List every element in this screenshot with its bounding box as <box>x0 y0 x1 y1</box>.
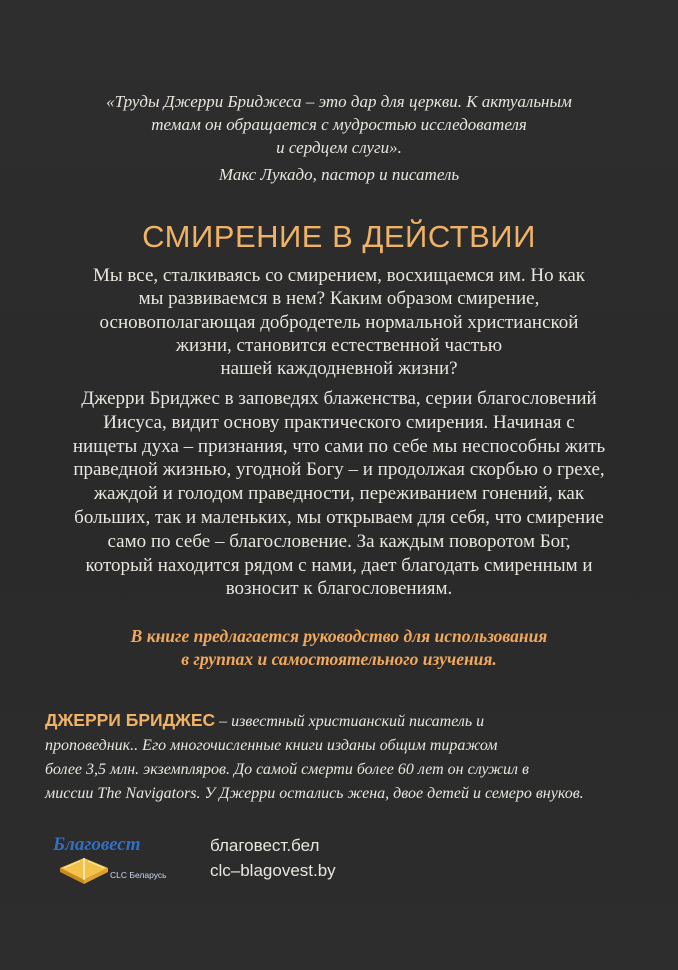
description-line: Иисуса, видит основу практического смирения. Начиная с <box>103 411 575 433</box>
quote-author: Макс Лукадо, пастор и писатель <box>218 165 460 184</box>
study-guide-note <box>40 625 638 671</box>
website-link-2[interactable]: clc–blagovest.by <box>210 861 336 880</box>
description-paragraph <box>50 387 628 601</box>
quote-line: и сердцем слуги». <box>276 138 402 157</box>
lead-line: жизни, становится естественной частью <box>175 334 503 356</box>
lead-line: основополагающая добродетель нормальной христианской <box>99 311 579 333</box>
publisher-links <box>210 833 336 883</box>
description-line: само по себе – благословение. За каждым поворотом Бог, <box>107 530 571 552</box>
description-line: который находится рядом с нами, дает благодать смиренным и <box>85 554 593 576</box>
description-line: жаждой и голодом праведности, переживанием гонений, как <box>93 483 585 505</box>
description-line: нищеты духа – признания, что сами по себе мы неспособны жить <box>72 435 606 457</box>
endorsement-quote <box>40 90 638 159</box>
open-book-icon <box>60 858 108 884</box>
bio-line: более 3,5 млн. экземпляров. До самой смерти более 60 лет он служил в <box>45 761 529 778</box>
lead-line: нашей каждодневной жизни? <box>220 358 458 380</box>
description-line: возносит к благословениям. <box>225 578 453 600</box>
book-title: СМИРЕНИЕ В ДЕЙСТВИИ <box>142 219 536 254</box>
lead-line: Мы все, сталкиваясь со смирением, восхищаемся им. Но как <box>93 265 585 286</box>
note-line: В книге предлагается руководство для использования <box>130 626 548 646</box>
lead-paragraph <box>50 264 628 380</box>
description-line: больших, так и маленьких, мы открываем для себя, что смирение <box>74 506 604 528</box>
description-line: праведной жизнью, угодной Богу – и продолжая скорбью о грехе, <box>73 459 605 481</box>
bio-line: миссии The Navigators. У Джерри остались жена, двое детей и семеро внуков. <box>45 785 584 802</box>
logo-subtext: CLC Беларусь <box>110 870 167 880</box>
quote-line: «Труды Джерри Бриджеса – это дар для церкви. К актуальным <box>106 92 572 111</box>
lead-line: мы развиваемся в нем? Каким образом смирение, <box>138 288 540 310</box>
bio-text: – известный христианский писатель и <box>215 713 485 730</box>
website-link-1[interactable]: благовест.бел <box>210 836 320 855</box>
quote-line: темам он обращается с мудростью исследователя <box>151 115 527 134</box>
author-name: ДЖЕРРИ БРИДЖЕС <box>45 710 216 730</box>
author-bio <box>45 708 645 806</box>
note-line: в группах и самостоятельного изучения. <box>181 649 497 669</box>
logo-wordmark: Благовест <box>53 834 141 855</box>
bio-line: проповедник.. Его многочисленные книги изданы общим тиражом <box>45 737 498 754</box>
publisher-logo <box>50 828 172 890</box>
bio-first-line <box>45 708 645 734</box>
description-line: Джерри Бриджес в заповедях блаженства, серии благословений <box>81 388 597 409</box>
